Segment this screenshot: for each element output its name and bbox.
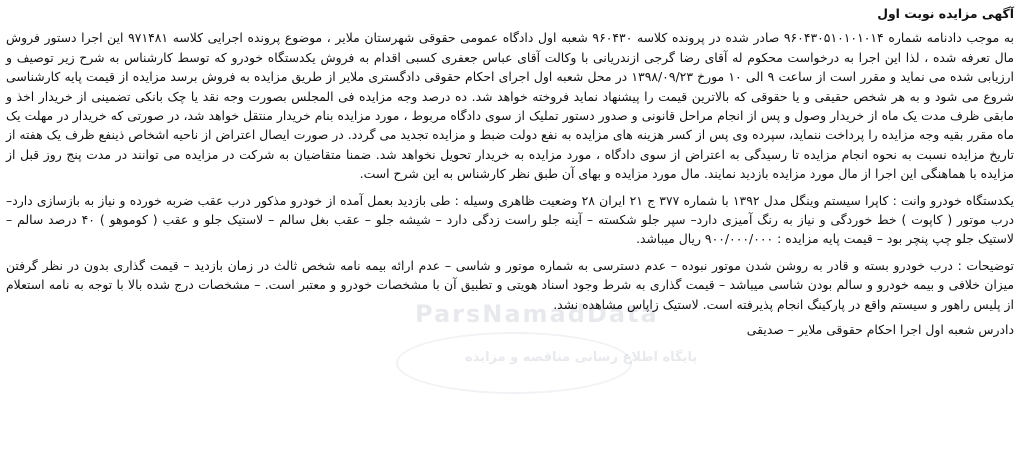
- explanations-paragraph: توضیحات : درب خودرو بسته و قادر به روشن شدن موتور نبوده – عدم دسترسی به شماره موتور و شاسی – عدم ارائه بیمه نامه شخص ثالث در زمان بازدید – قیمت گذاری بدون در نظر گرفتن میزان خلافی و بیمه خودرو و سالم بودن شاسی میباشد – قیمت گذاری به شرط وجود اسناد هویتی و تطبیق آن با مشخصات خودرو و معتبر است. – مشخصات درج شده بالا با توجه به نامه استعلام از پلیس راهور و سیستم واقع در پارکینگ انجام پذیرفته است. لاستیک زاپاس مشاهده نشد.: [6, 257, 1014, 312]
- notice-intro-paragraph: به موجب دادنامه شماره ۹۶۰۴۳۰۵۱۰۱۰۱۰۱۴ صادر شده در پرونده کلاسه ۹۶۰۴۳۰ شعبه اول دادگاه عمومی حقوقی شهرستان ملایر ، موضوع پرونده اجرایی کلاسه ۹۷۱۴۸۱ این اجرا دستور فروش مال تعرفه شده ، لذا این اجرا به درخواست محکوم له آقای رضا گرجی ازندریانی با وکالت آقای عباس جعفری کسبی اقدام به فروش یکدستگاه خودرو که توسط کارشناس به شرح زیر توصیف و ارزیابی شده می نماید و مقرر است از ساعت ۹ الی ۱۰ مورخ ۱۳۹۸/۰۹/۲۳ در محل شعبه اول اجرای احکام حقوقی دادگستری ملایر از طریق مزایده به فروش برسد مزایده از قیمت پایه کارشناسی شروع می شود و به هر شخص حقیقی و یا حقوقی که بالاترین قیمت را پیشنهاد نماید فروخته خواهد شد. ده درصد وجه مزایده فی المجلس بصورت وجه نقد یا چک بانکی تضمینی از خریدار اخذ و مابقی ظرف مدت یک ماه از خریدار وصول و پس از انجام مراحل قانونی و صدور دستور تملیک از سوی دادگاه مربوط ، مورد مزایده بنام خریدار منتقل خواهد شد، در صورتی که خریدار در مهلت یک ماه مقرر بقیه وجه مزایده را پرداخت ننماید، سپرده وی پس از کسر هزینه های مزایده به نفع دولت ضبط و مزایده تجدید می گردد. در صورت ایصال اعتراض از ناحیه اشخاص ذینفع ظرف یک هفته از تاریخ مزایده نسبت به نحوه انجام مزایده تا رسیدگی به اعتراض از سوی دادگاه ، مورد مزایده به خریدار تحویل نخواهد شد. ضمنا متقاضیان به شرکت در مزایده می توانند در مدت پنج روز قبل از مزایده با هماهنگی این اجرا از مال مورد مزایده بازدید نمایند. مال مورد مزایده و بهای آن طبق نظر کارشناس به این شرح است.: [6, 30, 1014, 182]
- vehicle-description-paragraph: یکدستگاه خودرو وانت : کاپرا سیستم وینگل مدل ۱۳۹۲ با شماره ۳۷۷ ج ۲۱ ایران ۲۸ وضعیت ظاهری وسیله : طی بازدید بعمل آمده از خودرو مذکور درب عقب ضربه خورده و نیاز به بازسازی دارد– درب موتور ( کاپوت ) خط خوردگی و نیاز به رنگ آمیزی دارد– سپر جلو شکسته – آینه جلو راست زدگی دارد – شیشه جلو – عقب بغل سالم – لاستیک جلو و عقب ( کوموهو ) ۴۰ درصد سالم – لاستیک جلو چپ پنچر بود – قیمت پایه مزایده : ۹۰۰/۰۰۰/۰۰۰ ریال میباشد.: [6, 192, 1014, 247]
- watermark-ring: [396, 332, 632, 394]
- auction-notice: [6, 4, 1018, 340]
- watermark-tagline: پایگاه اطلاع رسانی مناقصه و مزایده: [465, 350, 698, 365]
- notice-title: آگهی مزایده نوبت اول: [877, 6, 1014, 21]
- watermark-brand: ParsNamadData: [415, 300, 659, 328]
- judge-signature-line: دادرس شعبه اول اجرا احکام حقوقی ملایر – صدیقی: [746, 322, 1014, 338]
